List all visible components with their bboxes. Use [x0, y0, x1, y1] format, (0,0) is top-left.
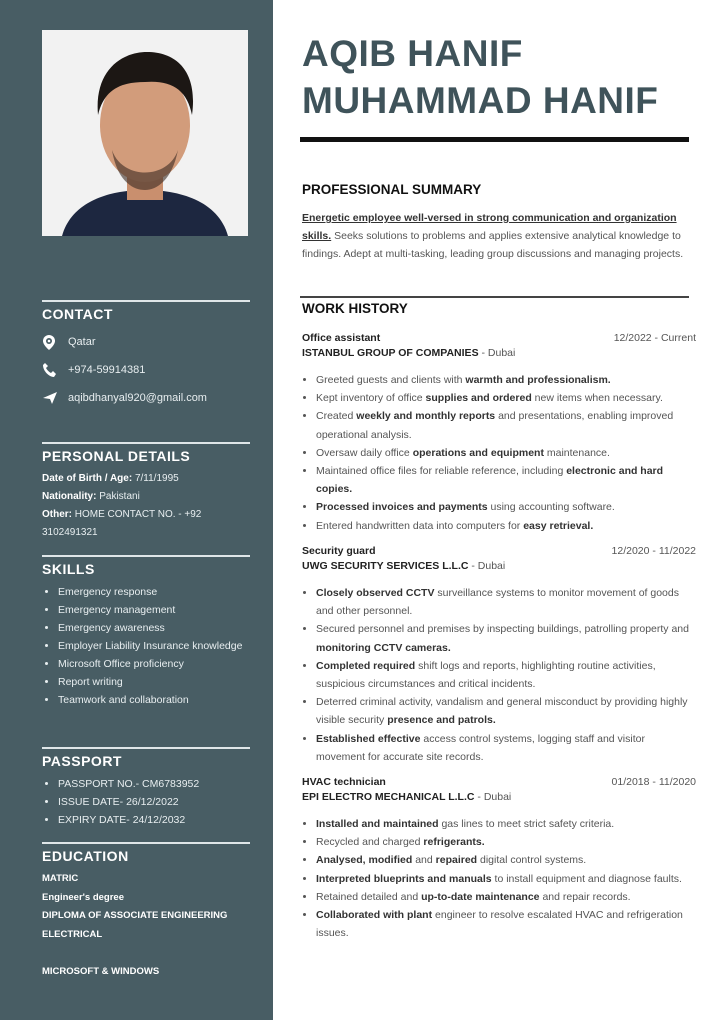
bullet-bold-text: Installed and maintained: [316, 818, 439, 830]
divider: [42, 842, 250, 844]
bullet-text: shift logs and reports, highlighting routine activities, suspicious circumstances and critical incidents.: [316, 659, 656, 691]
job-entry: [302, 542, 696, 766]
name-line-1: AQIB HANIF: [302, 33, 523, 74]
bullet-text: Oversaw daily office: [316, 446, 413, 459]
personal-details-section: [42, 442, 250, 542]
bullet-bold-text: Closely observed CCTV: [316, 587, 435, 599]
skills-list: [42, 583, 250, 709]
bullet-text: new items when necessary.: [531, 392, 663, 405]
skills-section: [42, 555, 250, 709]
job-header: [302, 542, 696, 560]
education-item: DIPLOMA OF ASSOCIATE ENGINEERING ELECTRICAL: [42, 910, 228, 940]
job-bullet: [316, 730, 696, 766]
bullet-bold-text: presence and patrols.: [387, 714, 496, 727]
job-title: Office assistant: [302, 332, 381, 344]
skills-item: • Emergency management: [58, 601, 250, 619]
bullet-text: Retained detailed and: [316, 890, 422, 903]
bullet-text: gas lines to meet strict safety criteria.: [438, 818, 615, 830]
job-company: [302, 791, 696, 803]
job-dates: 12/2020 - 11/2022: [611, 545, 696, 557]
job-bullet: [316, 870, 696, 888]
job-bullet: [316, 517, 696, 535]
skills-item: • Teamwork and collaboration: [58, 691, 250, 709]
bullet-text: Greeted guests and clients with: [316, 374, 466, 386]
bullet-bold-text: weekly and monthly reports: [356, 410, 496, 423]
job-header: [302, 329, 696, 347]
contact-email: [42, 384, 250, 412]
email-link[interactable]: aqibdhanyal920@gmail.com: [68, 392, 207, 404]
divider: [42, 555, 250, 557]
bullet-text: Recycled and charged: [316, 836, 424, 849]
dob-label: Date of Birth / Age:: [42, 473, 133, 484]
summary-text: [302, 209, 692, 264]
bullet-bold-text: repaired: [435, 854, 478, 867]
nationality-value: Pakistani: [96, 491, 140, 502]
bullet-bold-text: operations and equipment: [412, 446, 544, 459]
bullet-bold-text: electronic and hard copies.: [316, 465, 664, 496]
job-dates: 01/2018 - 11/2020: [611, 776, 696, 788]
candidate-name: [302, 30, 658, 124]
send-icon: [42, 391, 68, 405]
job-bullets: [302, 371, 696, 535]
bullet-text: and repair records.: [539, 890, 631, 903]
bullet-text: to install equipment and diagnose faults.: [491, 872, 682, 885]
job-bullet: [316, 851, 696, 869]
other-label: Other:: [42, 509, 72, 520]
job-bullet: [316, 815, 696, 833]
job-company: [302, 560, 696, 572]
education-section: [42, 842, 250, 981]
personal-details-heading: PERSONAL DETAILS: [42, 448, 191, 464]
bullet-text: and: [412, 854, 436, 867]
work-history-heading: WORK HISTORY: [302, 301, 408, 316]
job-entry: [302, 773, 696, 942]
bullet-bold-text: easy retrieval.: [523, 519, 594, 532]
sidebar: [0, 0, 273, 1020]
bullet-text: access control systems, logging staff and visitor movement for accurate site records.: [316, 732, 645, 763]
bullet-text: and presentations, enabling improved operational analysis.: [316, 410, 674, 441]
education-heading: EDUCATION: [42, 848, 129, 864]
contact-section: [42, 300, 250, 412]
company-location: - Dubai: [478, 347, 516, 359]
summary-lead: Energetic employee well-versed in strong communication and organization skills.: [302, 212, 677, 243]
skills-heading: SKILLS: [42, 561, 95, 577]
company-name: UWG SECURITY SERVICES L.L.C: [302, 560, 469, 572]
dob-row: [42, 470, 250, 488]
passport-item: • PASSPORT NO.- CM6783952: [58, 775, 250, 793]
job-bullets: [302, 584, 696, 766]
summary-heading: PROFESSIONAL SUMMARY: [302, 182, 482, 197]
job-bullet: [316, 462, 696, 498]
passport-item: • ISSUE DATE- 26/12/2022: [58, 793, 250, 811]
bullet-bold-text: Completed required: [316, 659, 416, 672]
bullet-bold-text: Interpreted blueprints and manuals: [316, 872, 492, 885]
skills-item: • Report writing: [58, 673, 250, 691]
job-bullet: [316, 584, 696, 620]
phone-text[interactable]: +974-59914381: [68, 364, 146, 376]
skills-item: • Microsoft Office proficiency: [58, 655, 250, 673]
job-title: Security guard: [302, 545, 376, 557]
name-line-2: MUHAMMAD HANIF: [302, 80, 659, 121]
passport-heading: PASSPORT: [42, 753, 122, 769]
nationality-label: Nationality:: [42, 491, 97, 502]
profile-photo: [42, 30, 248, 236]
summary-body: Seeks solutions to problems and applies extensive analytical knowledge to findings. Adept at multi-tasking, leading group discussions and managing projects.: [302, 230, 684, 261]
bullet-text: Maintained office files for reliable reference, including: [316, 465, 567, 478]
job-bullet: [316, 371, 696, 389]
work-divider: [300, 296, 689, 298]
divider: [42, 300, 250, 302]
job-bullet: [316, 906, 696, 942]
divider: [42, 747, 250, 749]
bullet-bold-text: Analysed, modified: [316, 854, 413, 867]
job-header: [302, 773, 696, 791]
bullet-bold-text: Established effective: [316, 732, 421, 745]
education-item: MICROSOFT & WINDOWS: [42, 965, 160, 977]
company-location: - Dubai: [474, 791, 512, 803]
company-name: ISTANBUL GROUP OF COMPANIES: [302, 347, 479, 359]
bullet-text: digital control systems.: [477, 854, 587, 867]
education-list: [42, 870, 250, 981]
name-divider: [300, 137, 689, 142]
bullet-bold-text: Collaborated with plant: [316, 909, 433, 922]
skills-item: • Emergency awareness: [58, 619, 250, 637]
company-location: - Dubai: [468, 560, 506, 572]
bullet-text: Entered handwritten data into computers for: [316, 519, 524, 532]
job-bullet: [316, 444, 696, 462]
job-bullets: [302, 815, 696, 942]
bullet-bold-text: Processed invoices and payments: [316, 501, 488, 514]
bullet-text: using accounting software.: [487, 501, 615, 514]
bullet-text: engineer to resolve escalated HVAC and refrigeration issues.: [316, 909, 683, 940]
job-bullet: [316, 407, 696, 443]
education-item: [42, 944, 250, 963]
bullet-text: Created: [316, 410, 357, 423]
bullet-bold-text: supplies and ordered: [425, 392, 532, 405]
job-bullet: [316, 693, 696, 729]
job-bullet: [316, 888, 696, 906]
bullet-text: Deterred criminal activity, vandalism and general misconduct by providing highly visible security: [316, 696, 688, 727]
divider: [42, 442, 250, 444]
bullet-bold-text: refrigerants.: [423, 836, 485, 849]
skills-item: • Emergency response: [58, 583, 250, 601]
other-value: HOME CONTACT NO. - +92 3102491321: [42, 509, 202, 538]
bullet-bold-text: up-to-date maintenance: [421, 890, 540, 903]
contact-location: [42, 328, 250, 356]
skills-item: • Employer Liability Insurance knowledge: [58, 637, 250, 655]
passport-section: [42, 747, 250, 829]
contact-heading: CONTACT: [42, 306, 113, 322]
job-bullet: [316, 620, 696, 656]
nationality-row: [42, 488, 250, 506]
dob-value: 7/11/1995: [132, 473, 179, 484]
phone-icon: [42, 362, 68, 378]
education-item: Engineer's degree: [42, 891, 124, 903]
job-company: [302, 347, 696, 359]
bullet-bold-text: monitoring CCTV cameras.: [316, 641, 451, 654]
job-dates: 12/2022 - Current: [613, 332, 696, 344]
location-pin-icon: [42, 334, 68, 350]
job-title: HVAC technician: [302, 776, 386, 788]
job-bullet: [316, 498, 696, 516]
bullet-text: surveillance systems to monitor movement of goods and other personnel.: [316, 587, 679, 618]
contact-phone: [42, 356, 250, 384]
passport-list: [42, 775, 250, 829]
other-row: [42, 506, 250, 542]
education-item: MATRIC: [42, 873, 79, 884]
bullet-text: Secured personnel and premises by inspecting buildings, patrolling property and: [316, 623, 689, 636]
bullet-text: Kept inventory of office: [316, 392, 426, 405]
bullet-bold-text: warmth and professionalism.: [465, 374, 611, 386]
location-text: Qatar: [68, 336, 96, 348]
company-name: EPI ELECTRO MECHANICAL L.L.C: [302, 791, 475, 803]
job-entry: [302, 329, 696, 535]
job-bullet: [316, 657, 696, 693]
job-bullet: [316, 389, 696, 407]
bullet-text: maintenance.: [543, 446, 610, 459]
job-bullet: [316, 833, 696, 851]
passport-item: • EXPIRY DATE- 24/12/2032: [58, 811, 250, 829]
